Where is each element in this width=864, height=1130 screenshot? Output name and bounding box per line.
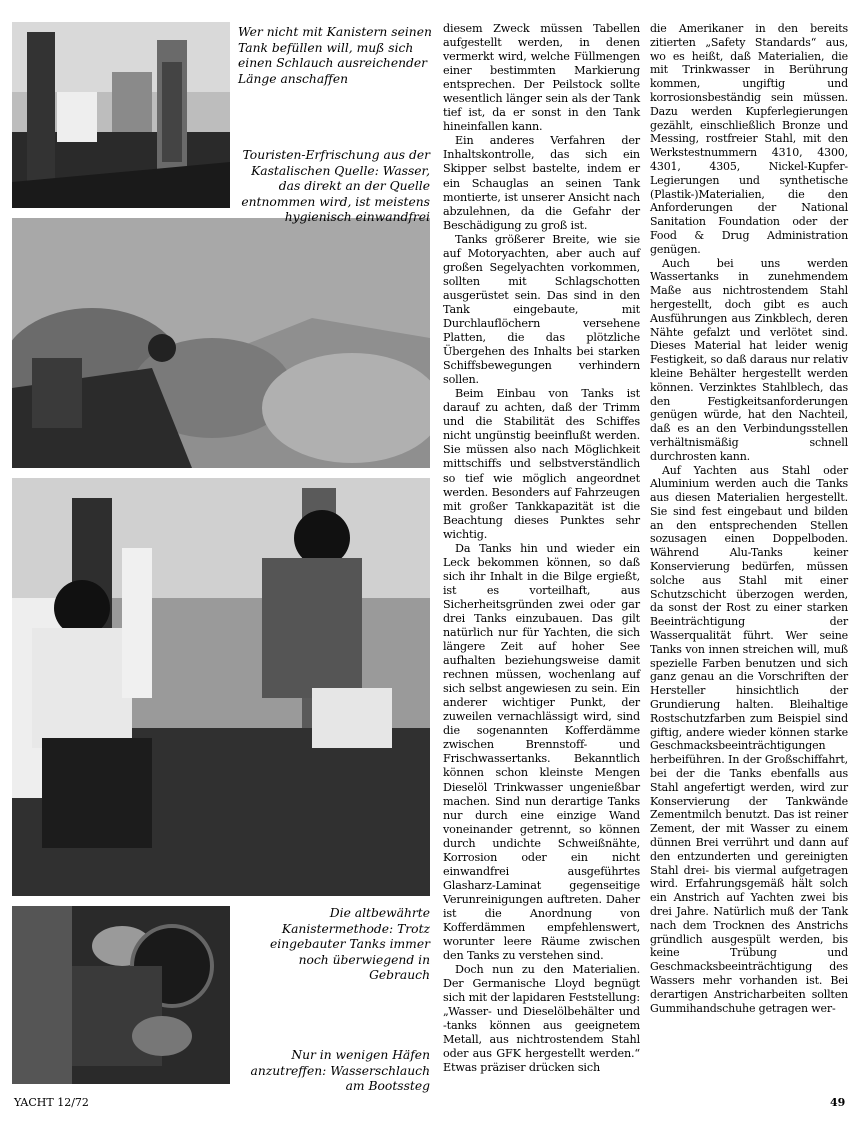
photo-canister-method (12, 478, 430, 896)
caption-haefen: Nur in wenigen Häfen anzutreffen: Wasserschlauch am Bootssteg (250, 1048, 430, 1094)
paragraph: Tanks größerer Breite, wie sie auf Motoryachten, aber auch auf großen Segelyachten vorkommen, sollten mit Schlagschotten ausgerüstet sein. Das sind in den Tank eingebaute, mit Durchlauflöchern versehene Platten, die das plötzliche Übergehen des Inhalts bei starken Schiffsbewegungen verhindern sollen. (443, 232, 640, 387)
paragraph: Ein anderes Verfahren der Inhaltskontrolle, das sich ein Skipper selbst bastelte, indem er ein Schauglas an seinen Tank montierte, ist unserer Ansicht nach abzulehnen, da die Gefahr der Beschädigung zu groß ist. (443, 134, 640, 232)
text-column-middle (443, 22, 640, 1076)
page-number: 49 (830, 1096, 846, 1109)
paragraph: Auf Yachten aus Stahl oder Aluminium werden auch die Tanks aus diesen Materialien hergestellt. Sie sind fest eingebaut und bilden an den entsprechenden Stellen sozusagen einen Doppelboden. Während Alu-Tanks keiner Konservierung bedürfen, müssen solche aus Stahl mit einer Schutzschicht überzogen werden, da sonst der Rost zu einer starken Beeinträchtigung der Wasserqualität führt. Wer seine Tanks von innen streichen will, muß spezielle Farben benutzen und sich ganz genau an die Vorschriften der Hersteller hinsichtlich der Grundierung halten. Bleihaltige Rostschutzfarben zum Beispiel sind giftig, andere wieder können starke Geschmacksbeeinträchtigungen herbeiführen. In der Großschiffahrt, bei der die Tanks ebenfalls aus Stahl angefertigt werden, wird zur Konservierung der Tankwände Zementmilch benutzt. Das ist reiner Zement, der mit Wasser zu einem dünnen Brei verrührt und dann auf den entzunderten und gereinigten Stahl drei- bis viermal aufgetragen wird. Erfahrungsgemäß hält solch ein Anstrich auf Yachten zwei bis drei Jahre. Natürlich muß der Tank nach dem Trocknen des Anstrichs gründlich ausgespült werden, bis keine Trübung und Geschmacksbeeinträchtigung des Wassers mehr vorhanden ist. Bei derartigen Anstricharbeiten sollten Gummihandschuhe getragen wer- (650, 463, 848, 1015)
caption-kanister: Wer nicht mit Kanistern seinen Tank befüllen will, muß sich einen Schlauch ausreichender Länge anschaffen (238, 25, 432, 86)
paragraph: die Amerikaner in den bereits zitierten „Safety Standards“ aus, wo es heißt, daß Materialien, die mit Trinkwasser in Berührung kommen, ungiftig und korrosionsbeständig sein müssen. Dazu werden Kupferlegierungen gezählt, einschließlich Bronze und Messing, rostfreier Stahl, mit den Werkstestnummern 4310, 4300, 4301, 4305, Nickel-Kupfer-Legierungen und synthetische (Plastik-)Materialien, die den Anforderungen der National Sanitation Foundation oder der Food & Drug Administration genügen. (650, 22, 848, 256)
photo-castalian-spring (12, 218, 430, 468)
text-column-right (650, 22, 848, 1015)
paragraph: Beim Einbau von Tanks ist darauf zu achten, daß der Trimm und die Stabilität des Schiffes nicht ungünstig beeinflußt werden. Sie müssen also nach Möglichkeit mittschiffs und selbstverständlich so tief wie möglich angeordnet werden. Besonders auf Fahrzeugen mit großer Tankkapazität ist die Beachtung dieses Punktes sehr wichtig. (443, 387, 640, 541)
photo-harbor-pier (12, 22, 230, 208)
caption-methode: Die altbewährte Kanistermethode: Trotz eingebauter Tanks immer noch überwiegend in Gebrauch (270, 906, 430, 983)
paragraph: Auch bei uns werden Wassertanks in zunehmendem Maße aus nichtrostendem Stahl hergestellt, doch gibt es auch Ausführungen aus Zinkblech, deren Nähte gefalzt und verlötet sind. Dieses Material hat leider wenig Festigkeit, so daß daraus nur relativ kleine Behälter hergestellt werden können. Verzinktes Stahlblech, das den Festigkeitsanforderungen genügen würde, hat den Nachteil, daß es an den Verbindungsstellen verhältnismäßig schnell durchrosten kann. (650, 256, 848, 463)
paragraph: diesem Zweck müssen Tabellen aufgestellt werden, in denen vermerkt wird, welche Füllmengen einer bestimmten Markierung entsprechen. Der Peilstock sollte wesentlich länger sein als der Tank tief ist, da er sonst in den Tank hineinfallen kann. (443, 22, 640, 134)
caption-quelle: Touristen-Erfrischung aus der Kastalischen Quelle: Wasser, das direkt an der Quelle entnommen wird, ist meistens hygienisch einwandfrei (241, 148, 430, 225)
paragraph: Doch nun zu den Materialien. Der Germanische Lloyd begnügt sich mit der lapidaren Feststellung: „Wasser- und Dieselölbehälter und -tanks können aus geeignetem Metall, aus nichtrostendem Stahl oder aus GFK hergestellt werden.“ Etwas präziser drücken sich (443, 963, 640, 1075)
paragraph: Da Tanks hin und wieder ein Leck bekommen können, so daß sich ihr Inhalt in die Bilge ergießt, ist es vorteilhaft, aus Sicherheitsgründen zwei oder gar drei Tanks einzubauen. Das gilt natürlich nur für Yachten, die sich längere Zeit auf hoher See aufhalten beziehungsweise damit rechnen müssen, wochenlang auf sich selbst angewiesen zu sein. Ein anderer wichtiger Punkt, der zuweilen vernachlässigt wird, sind die sogenannten Kofferdämme zwischen Brennstoff- und Frischwassertanks. Bekanntlich können schon kleinste Mengen Dieselöl Trinkwasser ungenießbar machen. Sind nun derartige Tanks nur durch eine einzige Wand voneinander getrennt, so können durch undichte Schweißnähte, Korrosion oder ein nicht einwandfrei ausgeführtes Glasharz-Laminat gegenseitige Verunreinigungen auftreten. Daher ist die Anordnung von Kofferdämmen empfehlenswert, worunter leere Räume zwischen den Tanks zu verstehen sind. (443, 541, 640, 963)
photo-water-hose (12, 906, 230, 1084)
footer-magazine: YACHT 12/72 (14, 1096, 89, 1109)
